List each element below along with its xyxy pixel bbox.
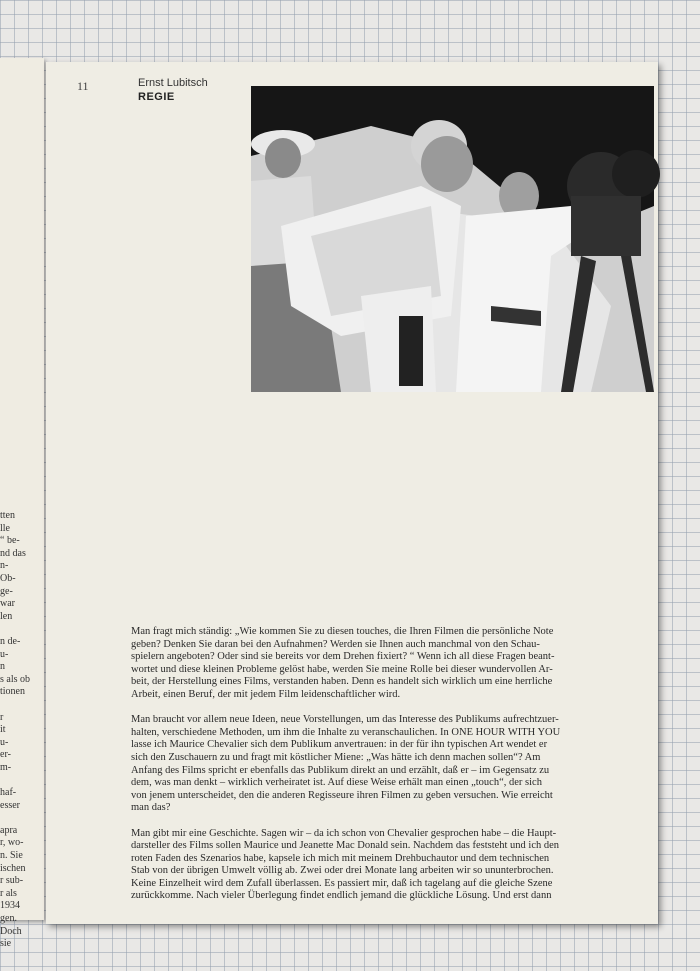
previous-page-line: ge- <box>0 585 13 597</box>
previous-page-line: n- <box>0 560 9 572</box>
previous-page-line: r, wo- <box>0 837 24 849</box>
text-line: Man braucht vor allem neue Ideen, neue Vorstellungen, um das Interesse des Publikums aufrechtzuer- <box>131 714 559 726</box>
previous-page-edge <box>0 58 44 950</box>
text-line: halten, verschiedene Methoden, um ihm die Inhalte zu veranschaulichen. In ONE HOUR WITH YOU <box>131 726 561 738</box>
previous-page-text <box>0 510 44 951</box>
text-line: Arbeit, einen Beruf, der mit jedem Film leidenschaftlicher wird. <box>131 688 401 700</box>
previous-page-line: lle <box>0 522 10 534</box>
text-line: Stab von der übrigen Umwelt völlig ab. Zwei oder drei Monate lang arbeiten wir so ununterbrochen. <box>131 865 554 877</box>
text-line: wortet und diese kleinen Probleme gelöst habe, werden Sie meine Rolle bei dieser wundervollen Ar- <box>131 663 553 675</box>
previous-page-line: haf- <box>0 787 17 799</box>
previous-page-line: Doch <box>0 925 22 937</box>
author-name: Ernst Lubitsch <box>138 77 208 89</box>
text-line: Man gibt mir eine Geschichte. Sagen wir – da ich schon von Chevalier gesprochen habe – die Haupt- <box>131 827 557 839</box>
previous-page-line: r sub- <box>0 875 24 887</box>
previous-page-line: er- <box>0 749 11 761</box>
text-line: sich den Zuschauern zu und fragt mit köstlicher Miene: „Was hätte ich denn machen sollen“? Am <box>131 751 541 763</box>
previous-page-line <box>0 699 44 712</box>
previous-page-line: len <box>0 610 13 622</box>
book-page <box>46 62 658 924</box>
previous-page-line: n <box>0 661 5 673</box>
previous-page-line: s als ob <box>0 673 30 685</box>
text-line: roten Faden des Szenarios habe, kapsele ich mich mit meinem Drehbuchautor und dem technischen <box>131 852 550 864</box>
previous-page-line: it <box>0 724 6 736</box>
previous-page-line: tionen <box>0 686 25 698</box>
film-set-photo <box>251 86 654 392</box>
paragraph <box>131 714 641 815</box>
paragraph <box>131 626 641 702</box>
text-line: Man fragt mich ständig: „Wie kommen Sie zu diesen touches, die Ihren Filmen die persönliche Note <box>131 626 554 637</box>
paragraph <box>131 828 641 904</box>
previous-page-line: apra <box>0 824 18 836</box>
text-line: beit, der Herstellung eines Films, verstanden haben. Denn es handelt sich wirklich um eine herrliche <box>131 676 553 688</box>
text-line: von jenem unterscheidet, den die anderen Regisseure ihren Filmen zu geben versuchen. Wie erreicht <box>131 789 553 801</box>
text-line: Anfang des Films spricht er ebenfalls das Publikum direkt an und erzählt, daß er – im Gegensatz zu <box>131 764 550 776</box>
previous-page-line: tten <box>0 510 15 521</box>
previous-page-line <box>0 623 44 636</box>
previous-page-line: r <box>0 711 4 723</box>
previous-page-line <box>0 812 44 825</box>
previous-page-line: r als <box>0 887 17 899</box>
text-line: darsteller des Films sollen Maurice und Jeanette Mac Donald sein. Nachdem das feststeht und ich den <box>131 840 560 852</box>
text-line: lasse ich Maurice Chevalier sich dem Publikum anvertrauen: in der für ihn typischen Art wendet er <box>131 739 548 751</box>
page-number: 11 <box>77 79 89 93</box>
text-line: geben? Denken Sie daran bei den Aufnahmen? Werden sie Ihnen auch manchmal von den Schau- <box>131 638 540 650</box>
previous-page-line: n. Sie <box>0 850 23 862</box>
previous-page-line: “ be- <box>0 535 20 547</box>
text-line: spielern angeboten? Oder sind sie bereits vor dem Drehen fixiert? “ Wenn ich all diese Fragen beant- <box>131 651 555 663</box>
previous-page-line: u- <box>0 736 9 748</box>
previous-page-line: 1934 <box>0 900 20 912</box>
text-line: zurückkomme. Nach vieler Überlegung findet endlich jemand die glückliche Lösung. Und erst dann <box>131 890 552 902</box>
previous-page-line: esser <box>0 799 20 811</box>
previous-page-line: u- <box>0 648 9 660</box>
previous-page-line: nd das <box>0 547 26 559</box>
previous-page-line: Ob- <box>0 572 16 584</box>
previous-page-line: sie <box>0 938 12 950</box>
previous-page-line: war <box>0 598 15 610</box>
previous-page-line: gen. <box>0 913 17 924</box>
previous-page-line: ischen <box>0 862 26 874</box>
text-line: Keine Einzelheit wird dem Zufall überlassen. Es passiert mir, daß ich tagelang auf die gleiche Szene <box>131 877 553 889</box>
text-line: man das? <box>131 802 171 814</box>
previous-page-line: n de- <box>0 635 21 647</box>
text-line: dem, was man denkt – wirklich verheiratet ist. Auf diese Weise erhält man einen „touch“, der sich <box>131 777 542 789</box>
previous-page-line <box>0 774 44 787</box>
previous-page-line: m- <box>0 761 12 773</box>
article-body <box>131 626 641 916</box>
section-title: REGIE <box>138 91 175 103</box>
